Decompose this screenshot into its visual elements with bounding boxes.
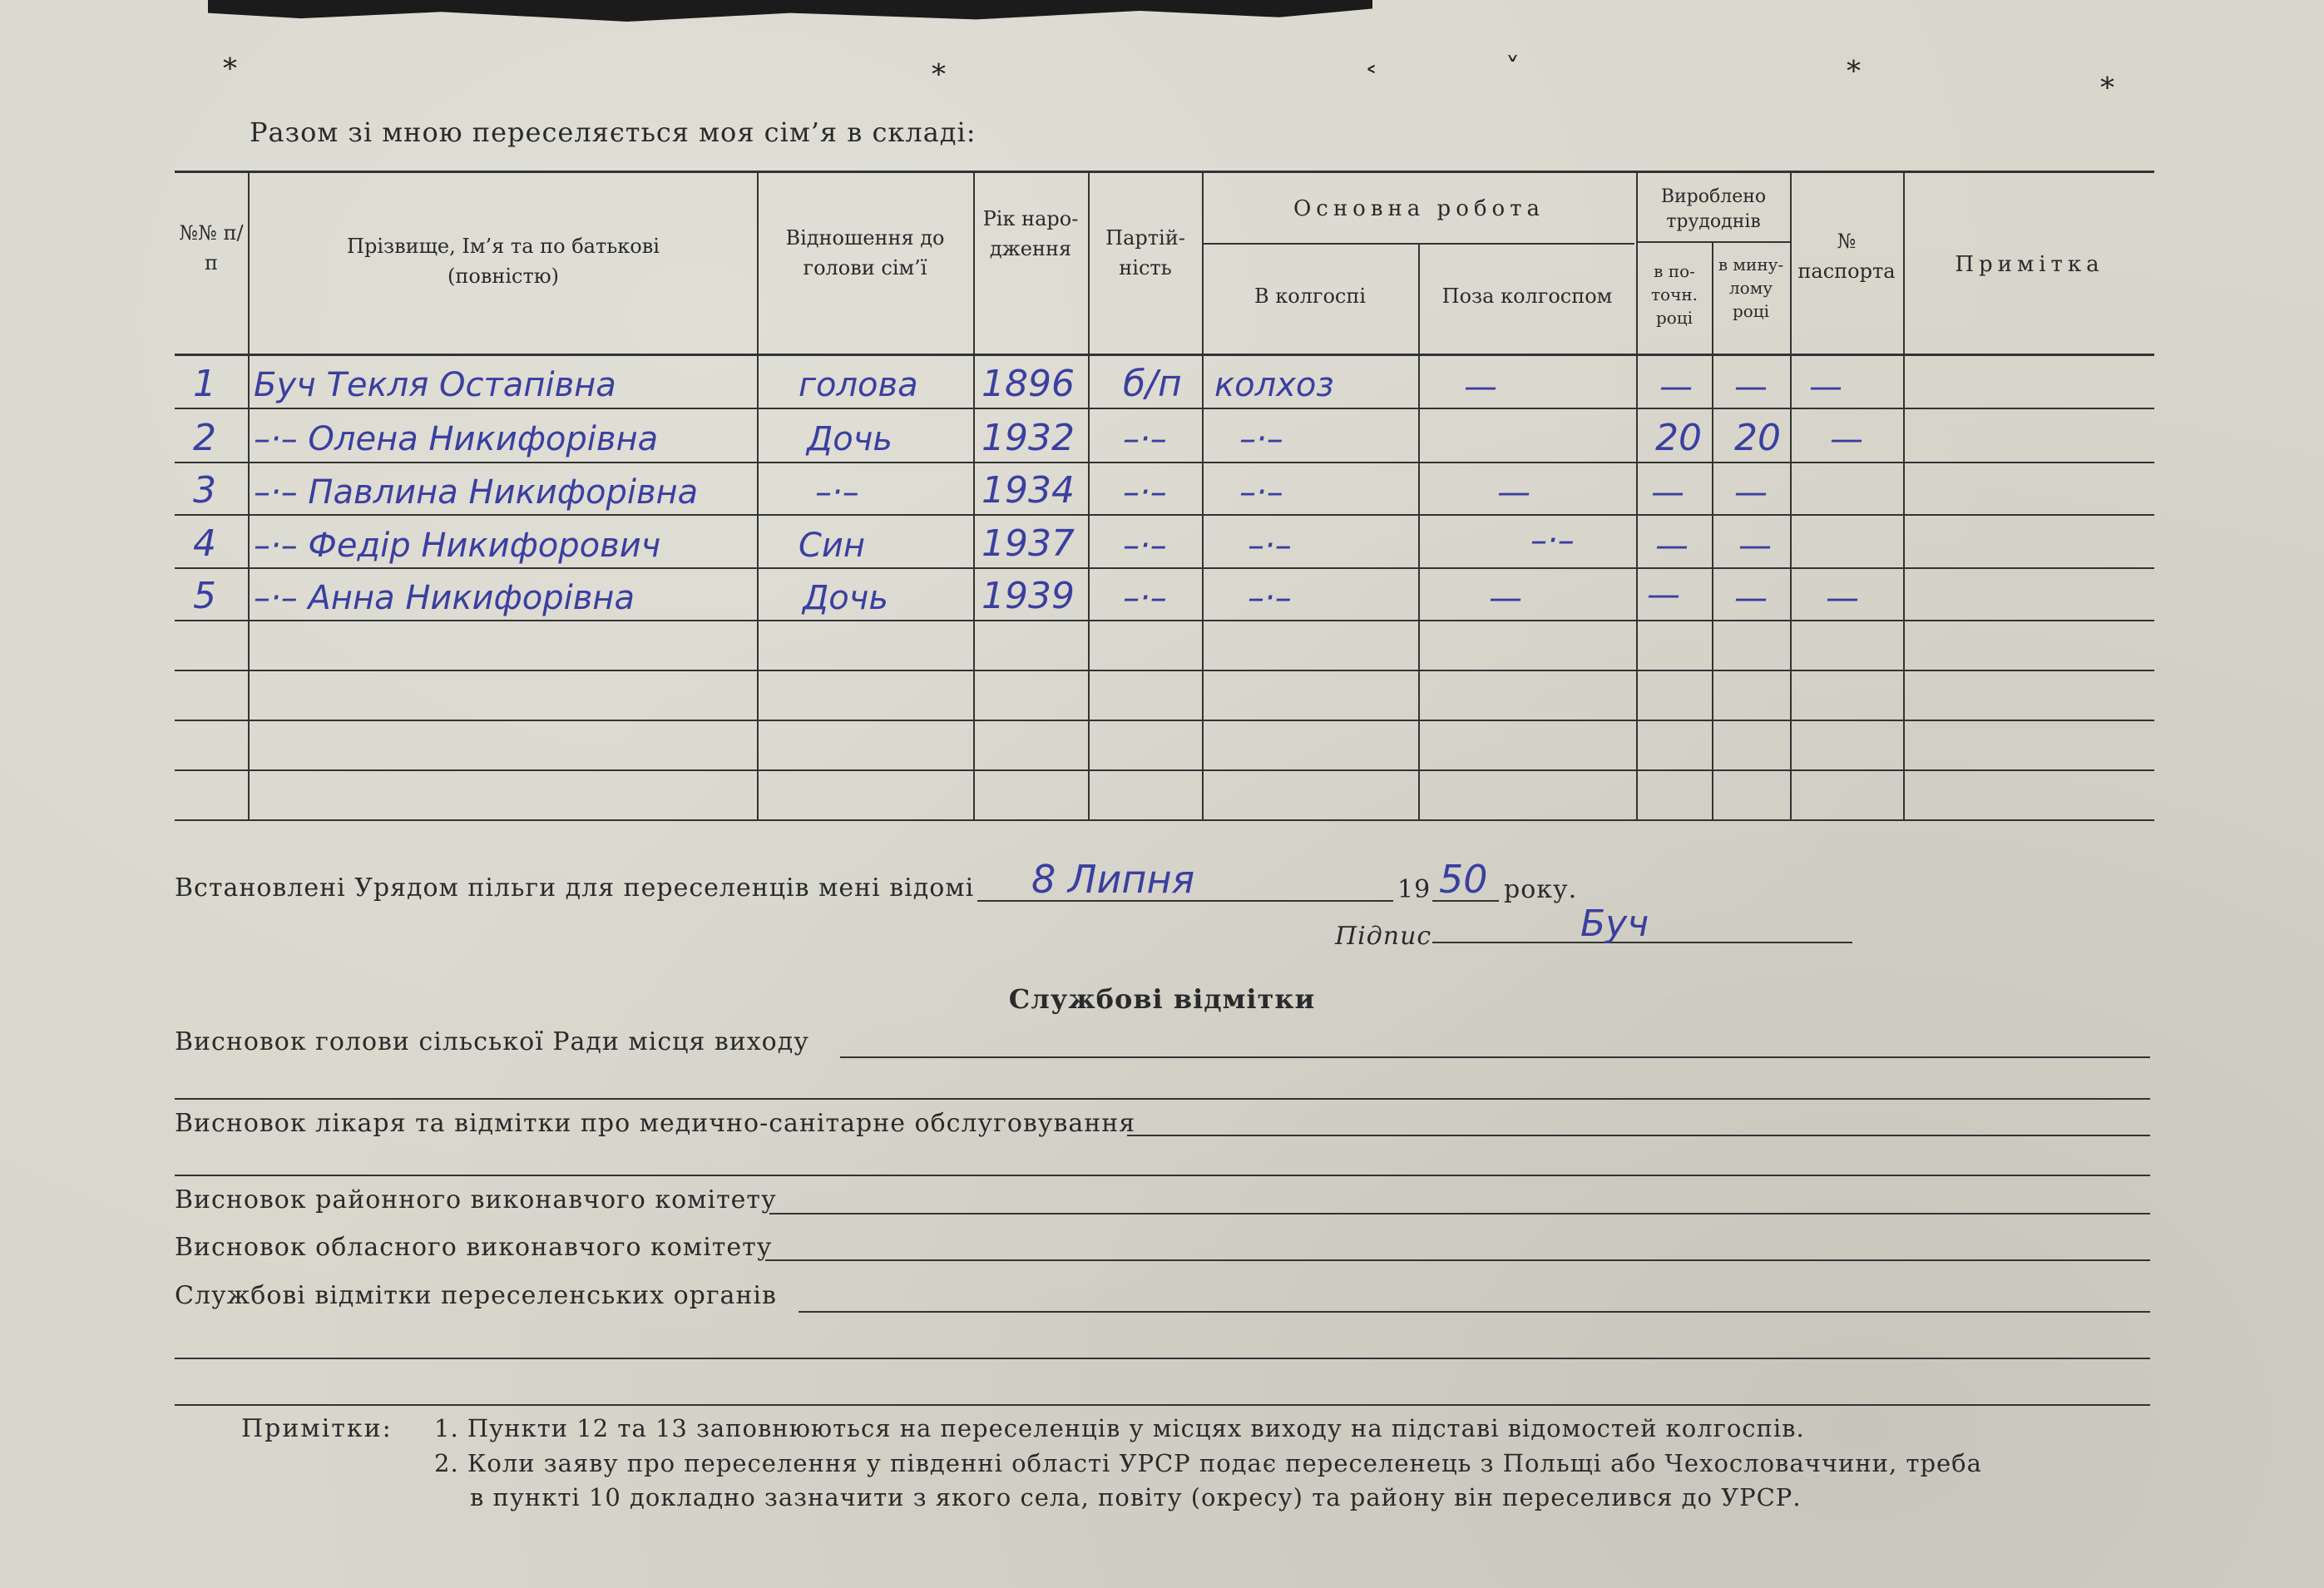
cell-in-kolhosp: –·–	[1239, 420, 1283, 458]
cell-outside: —	[1497, 473, 1530, 512]
cell-year: 1896	[982, 363, 1075, 405]
cell-party: –·–	[1123, 579, 1167, 617]
service-line-1: Висновок голови сільської Ради місця виходу	[175, 1027, 809, 1056]
note-1: 1. Пункти 12 та 13 заповнюються на переселенців у місцях виходу на підставі відомостей колгоспів.	[434, 1414, 1805, 1442]
cell-num: 1	[193, 363, 216, 405]
torn-edge	[208, 0, 1372, 22]
cell-current: 20	[1655, 417, 1702, 459]
service-line-3: Висновок районного виконавчого комітету	[175, 1185, 777, 1214]
cell-passport: —	[1830, 420, 1863, 458]
header-outside: Поза колгоспом	[1441, 284, 1613, 308]
cell-relation: Син	[799, 527, 866, 565]
ink-speck: ⁎	[932, 49, 946, 82]
cell-num: 2	[193, 417, 216, 459]
header-current-year: в по- точн. році	[1650, 261, 1698, 328]
cell-name: Буч Текля Остапівна	[254, 366, 616, 404]
notes-label: Примітки:	[241, 1414, 393, 1443]
header-in-kolhosp: В колгоспі	[1253, 284, 1367, 308]
header-workdays: Вироблено трудоднів	[1660, 186, 1767, 232]
cell-current: —	[1655, 527, 1689, 565]
cell-current: —	[1651, 473, 1684, 512]
header-relation: Відношення до голови сім’ї	[785, 226, 945, 280]
header-name: Прізвище, Ім’я та по батькові (повністю)	[347, 235, 660, 288]
header-year: Рік наро- дження	[982, 207, 1079, 260]
cell-relation: Дочь	[807, 420, 893, 458]
cell-relation: –·–	[815, 473, 859, 512]
cell-party: –·–	[1123, 473, 1167, 512]
signature-label: Підпис	[1335, 922, 1432, 951]
cell-in-kolhosp: колхоз	[1214, 366, 1334, 404]
signature: Буч	[1580, 903, 1649, 945]
cell-outside: –·–	[1530, 522, 1575, 560]
cell-last: 20	[1734, 417, 1781, 459]
cell-last: —	[1738, 527, 1772, 565]
header-note: Примітка	[1955, 252, 2104, 277]
cell-current: —	[1647, 576, 1680, 614]
cell-year: 1934	[982, 469, 1075, 512]
privileges-year-suffix: року.	[1504, 875, 1578, 904]
ink-speck: ˂	[1364, 62, 1378, 96]
cell-last: —	[1734, 579, 1768, 617]
header-passport: № паспорта	[1797, 230, 1896, 283]
ink-speck: ˅	[1506, 52, 1520, 85]
service-title: Службові відмітки	[1008, 983, 1316, 1015]
ink-speck: ⁎	[2100, 62, 2114, 96]
privileges-year: 50	[1439, 857, 1488, 902]
cell-year: 1932	[982, 417, 1075, 459]
cell-name: –·– Анна Никифорівна	[254, 579, 635, 617]
service-line-5: Службові відмітки переселенських органів	[175, 1281, 777, 1310]
cell-num: 4	[193, 522, 216, 565]
header-party: Партій- ність	[1105, 226, 1185, 280]
cell-name: –·– Федір Никифорович	[254, 527, 661, 565]
cell-outside: —	[1464, 368, 1497, 406]
cell-party: –·–	[1123, 527, 1167, 565]
ink-speck: ⁎	[223, 43, 237, 77]
privileges-date: 8 Липня	[1031, 857, 1195, 902]
cell-num: 5	[193, 575, 216, 617]
cell-in-kolhosp: –·–	[1248, 527, 1292, 565]
note-2-cont: в пункті 10 докладно зазначити з якого села, повіту (окресу) та району він переселився до УРСР.	[470, 1483, 1802, 1511]
privileges-year-prefix: 19	[1397, 875, 1431, 904]
cell-passport: —	[1809, 368, 1842, 406]
cell-relation: Дочь	[803, 579, 888, 617]
cell-year: 1937	[982, 522, 1075, 565]
cell-last: —	[1734, 473, 1768, 512]
note-2: 2. Коли заяву про переселення у південні області УРСР подає переселенець з Польщі або Чехословаччини, треба	[434, 1449, 1982, 1477]
cell-in-kolhosp: –·–	[1239, 473, 1283, 512]
service-line-2: Висновок лікаря та відмітки про медично-санітарне обслуговування	[175, 1109, 1136, 1138]
privileges-text: Встановлені Урядом пільги для переселенців мені відомі	[175, 873, 975, 903]
cell-num: 3	[193, 469, 216, 512]
header-num: №№ п/п	[179, 221, 244, 275]
cell-year: 1939	[982, 575, 1075, 617]
header-main-work: Основна робота	[1293, 196, 1545, 221]
cell-outside: —	[1489, 579, 1522, 617]
cell-name: –·– Олена Никифорівна	[254, 420, 659, 458]
cell-in-kolhosp: –·–	[1248, 579, 1292, 617]
cell-party: –·–	[1123, 420, 1167, 458]
cell-last: —	[1734, 368, 1768, 406]
cell-passport: —	[1826, 579, 1859, 617]
cell-party: б/п	[1123, 363, 1182, 405]
intro-text: Разом зі мною переселяється моя сім’я в складі:	[250, 116, 977, 148]
cell-relation: голова	[799, 366, 918, 404]
ink-speck: ⁎	[1847, 46, 1861, 79]
cell-name: –·– Павлина Никифорівна	[254, 473, 699, 512]
cell-current: —	[1659, 368, 1693, 406]
service-line-4: Висновок обласного виконавчого комітету	[175, 1233, 773, 1262]
header-last-year: в мину- лому році	[1718, 255, 1784, 321]
